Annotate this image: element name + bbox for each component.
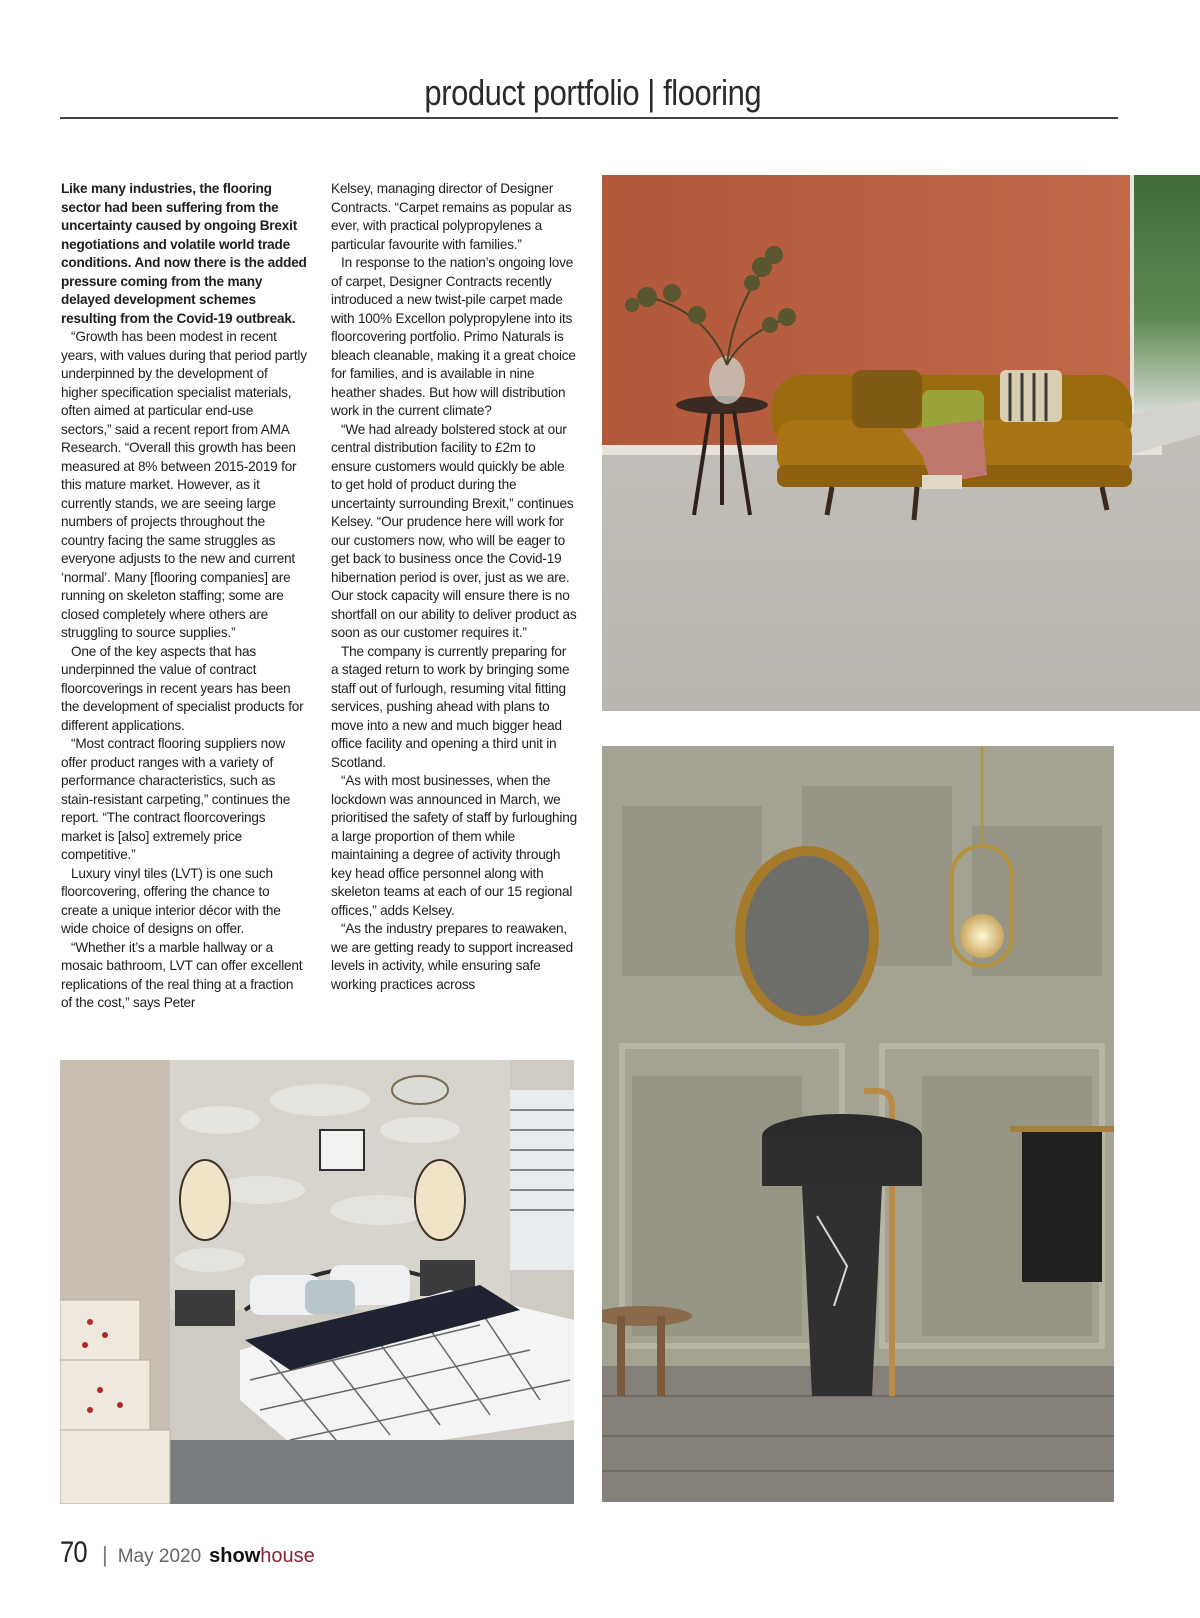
page-number: 70 bbox=[60, 1536, 87, 1569]
page-footer bbox=[60, 1536, 315, 1576]
article-paragraph: In response to the nation’s ongoing love of carpet, Designer Contracts recently introduced a new twist-pile carpet made with 100% Excellon polypropylene into its floorcovering portfolio. Primo Naturals is bleach cleanable, making it a great choice for families, and is available in nine heather shades. But how will distribution work in the current climate? bbox=[331, 255, 576, 418]
section-header: product portfolio | flooring bbox=[424, 72, 762, 113]
article-column-1 bbox=[61, 180, 307, 1013]
bedroom-illustration bbox=[60, 1060, 574, 1504]
article-paragraph: “Growth has been modest in recent years, with values during that period partly underpinned by the development of higher specification specialist materials, often aimed at particular end-use sectors,” said a recent report from AMA Research. “Overall this growth has been measured at 8% between 2015-2019 for this mature market. However, as it currently stands, we are seeing large numbers of projects throughout the country facing the same struggles as everyone adjusts to the new and current ‘normal’. Many [flooring companies] are running on skeleton staffing; some are closed completely where others are struggling to source supplies.” bbox=[61, 329, 307, 640]
article-intro: Like many industries, the flooring sector had been suffering from the uncertainty caused by ongoing Brexit negotiations and volatile world trade conditions. And now there is the added pressure coming from the many delayed development schemes resulting from the Covid-19 outbreak. bbox=[61, 181, 307, 326]
magazine-logo-light: house bbox=[260, 1545, 315, 1567]
article-paragraph: “As the industry prepares to reawaken, we are getting ready to support increased levels in activity, while ensuring safe working practices across bbox=[331, 921, 573, 992]
bathroom-basin-photo bbox=[602, 746, 1114, 1502]
footer-separator: | bbox=[102, 1542, 108, 1567]
article-paragraph: “We had already bolstered stock at our central distribution facility to £2m to ensure customers would quickly be able to get hold of product during the uncertainty surrounding Brexit,” continues Kelsey. “Our prudence here will work for our customers now, who will be eager to get back to business once the Covid-19 hibernation period is over, just as we are. Our stock capacity will ensure there is no shortfall on our ability to deliver product as soon as our customer requires it.” bbox=[331, 421, 577, 640]
bathroom-illustration bbox=[602, 746, 1114, 1502]
article-paragraph: “As with most businesses, when the lockdown was announced in March, we prioritised the safety of staff by furloughing a large proportion of them while maintaining a degree of activity through key head office personnel along with skeleton teams at each of our 15 regional offices,” adds Kelsey. bbox=[331, 773, 577, 918]
article-paragraph: Luxury vinyl tiles (LVT) is one such floorcovering, offering the chance to create a unique interior décor with the wide choice of designs on offer. bbox=[61, 865, 281, 936]
article-paragraph: The company is currently preparing for a staged return to work by bringing some staff out of furlough, resuming vital fitting services, pushing ahead with plans to move into a new and much bigger head office facility and opening a third unit in Scotland. bbox=[331, 643, 570, 770]
sofa-carpet-photo bbox=[602, 175, 1200, 711]
header-divider bbox=[60, 117, 1118, 119]
article-column-2 bbox=[331, 180, 577, 994]
bedroom-photo bbox=[60, 1060, 574, 1504]
article-paragraph: “Most contract flooring suppliers now offer product ranges with a variety of performance characteristics, such as stain-resistant carpeting,” continues the report. “The contract floorcoverings market is [also] extremely price competitive.” bbox=[61, 736, 291, 862]
article-paragraph: One of the key aspects that has underpinned the value of contract floorcoverings in recent years has been the development of specialist products for different applications. bbox=[61, 643, 304, 733]
issue-date: May 2020 bbox=[117, 1546, 202, 1567]
sofa-illustration bbox=[602, 175, 1200, 711]
article-paragraph: “Whether it’s a marble hallway or a mosaic bathroom, LVT can offer excellent replications of the real thing at a fraction of the cost,” says Peter bbox=[61, 939, 303, 1010]
magazine-logo-bold: show bbox=[209, 1545, 261, 1567]
article-paragraph: Kelsey, managing director of Designer Contracts. “Carpet remains as popular as ever, with practical polypropylenes a particular favourite with families.” bbox=[331, 181, 572, 252]
